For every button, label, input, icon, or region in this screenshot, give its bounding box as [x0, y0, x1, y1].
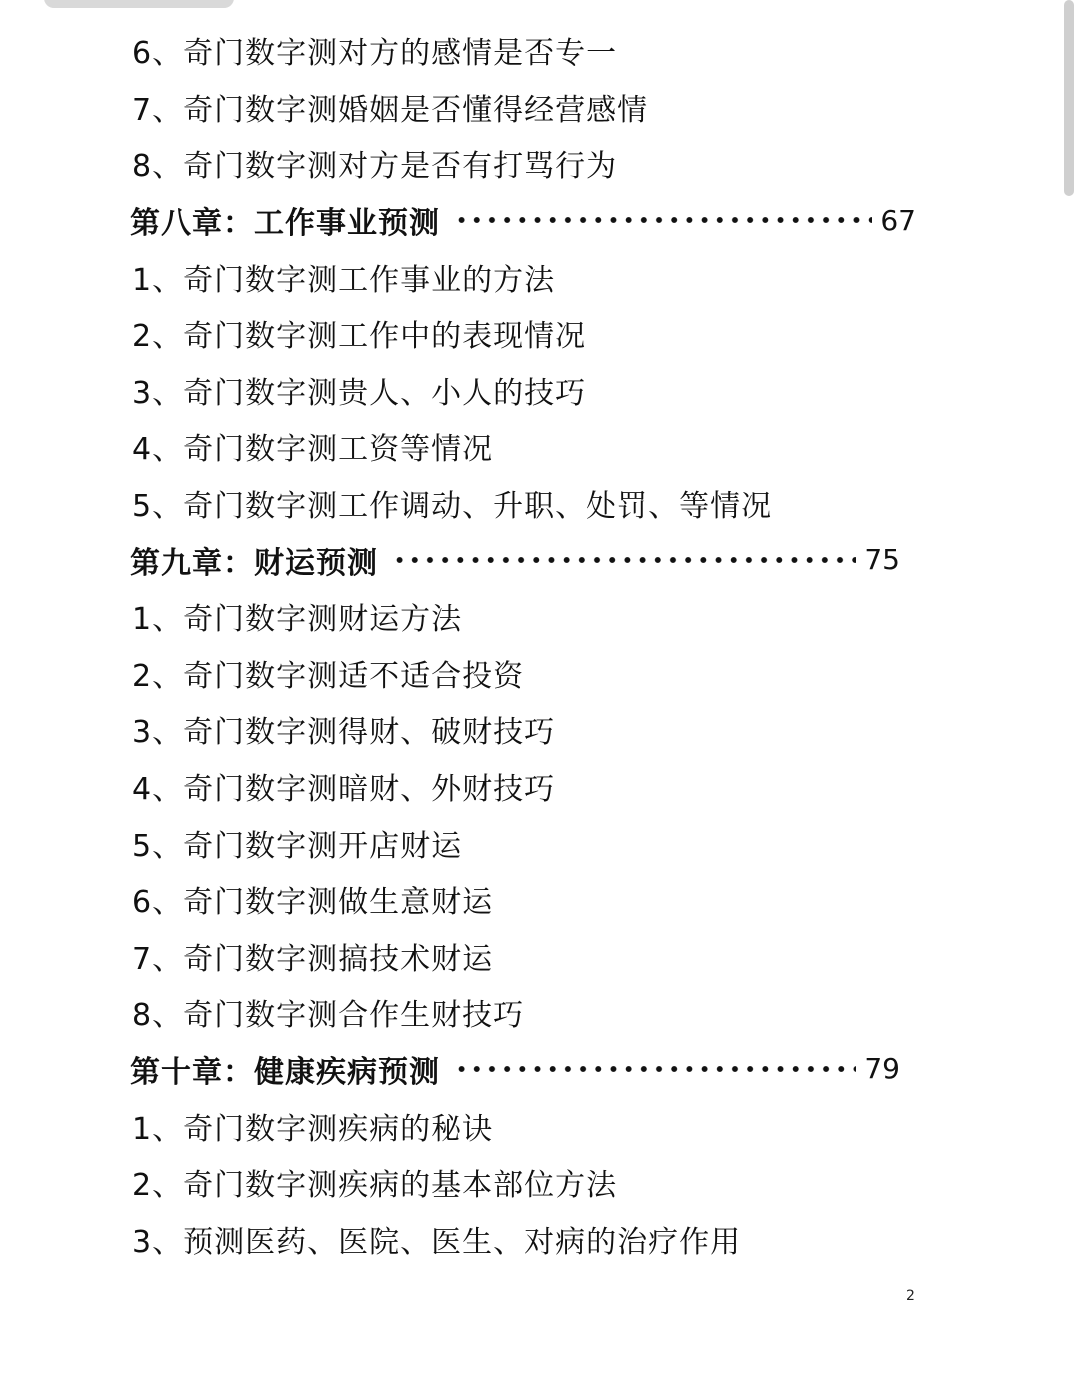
toc-item: 8、奇门数字测对方是否有打骂行为 [132, 149, 618, 185]
table-of-contents [130, 22, 930, 1267]
toc-item: 6、奇门数字测做生意财运 [132, 885, 494, 921]
chapter-heading [130, 531, 900, 588]
chapter-page-number: 67 [880, 203, 916, 237]
toc-item: 1、奇门数字测工作事业的方法 [132, 262, 556, 298]
scrollbar-thumb[interactable] [1064, 0, 1074, 196]
chapter-heading [130, 1041, 900, 1098]
toc-item: 2、奇门数字测适不适合投资 [132, 658, 525, 694]
top-handle-bar [44, 0, 234, 8]
dot-leader [454, 215, 872, 225]
toc-item: 5、奇门数字测开店财运 [132, 828, 463, 864]
toc-item: 8、奇门数字测合作生财技巧 [132, 998, 525, 1034]
scrollbar[interactable] [1058, 0, 1080, 1394]
toc-item: 3、预测医药、医院、医生、对病的治疗作用 [132, 1224, 742, 1260]
chapter-page-number: 75 [864, 543, 900, 577]
toc-item: 2、奇门数字测疾病的基本部位方法 [132, 1168, 618, 1204]
chapter-title: 第八章：工作事业预测 [130, 206, 440, 242]
toc-item: 5、奇门数字测工作调动、升职、处罚、等情况 [132, 489, 773, 525]
toc-item: 6、奇门数字测对方的感情是否专一 [132, 36, 618, 72]
toc-item: 4、奇门数字测暗财、外财技巧 [132, 772, 556, 808]
toc-item: 4、奇门数字测工资等情况 [132, 432, 494, 468]
chapter-title: 第十章：健康疾病预测 [130, 1054, 440, 1090]
dot-leader [392, 555, 856, 565]
page-number: 2 [906, 1288, 915, 1304]
toc-item: 7、奇门数字测搞技术财运 [132, 941, 494, 977]
toc-item: 2、奇门数字测工作中的表现情况 [132, 319, 587, 355]
dot-leader [454, 1064, 856, 1074]
toc-item: 1、奇门数字测疾病的秘诀 [132, 1111, 494, 1147]
chapter-heading [130, 192, 916, 249]
toc-item: 3、奇门数字测得财、破财技巧 [132, 715, 556, 751]
chapter-title: 第九章：财运预测 [130, 545, 378, 581]
toc-item: 7、奇门数字测婚姻是否懂得经营感情 [132, 92, 649, 128]
chapter-page-number: 79 [864, 1052, 900, 1086]
toc-item: 3、奇门数字测贵人、小人的技巧 [132, 375, 587, 411]
toc-item: 1、奇门数字测财运方法 [132, 602, 463, 638]
